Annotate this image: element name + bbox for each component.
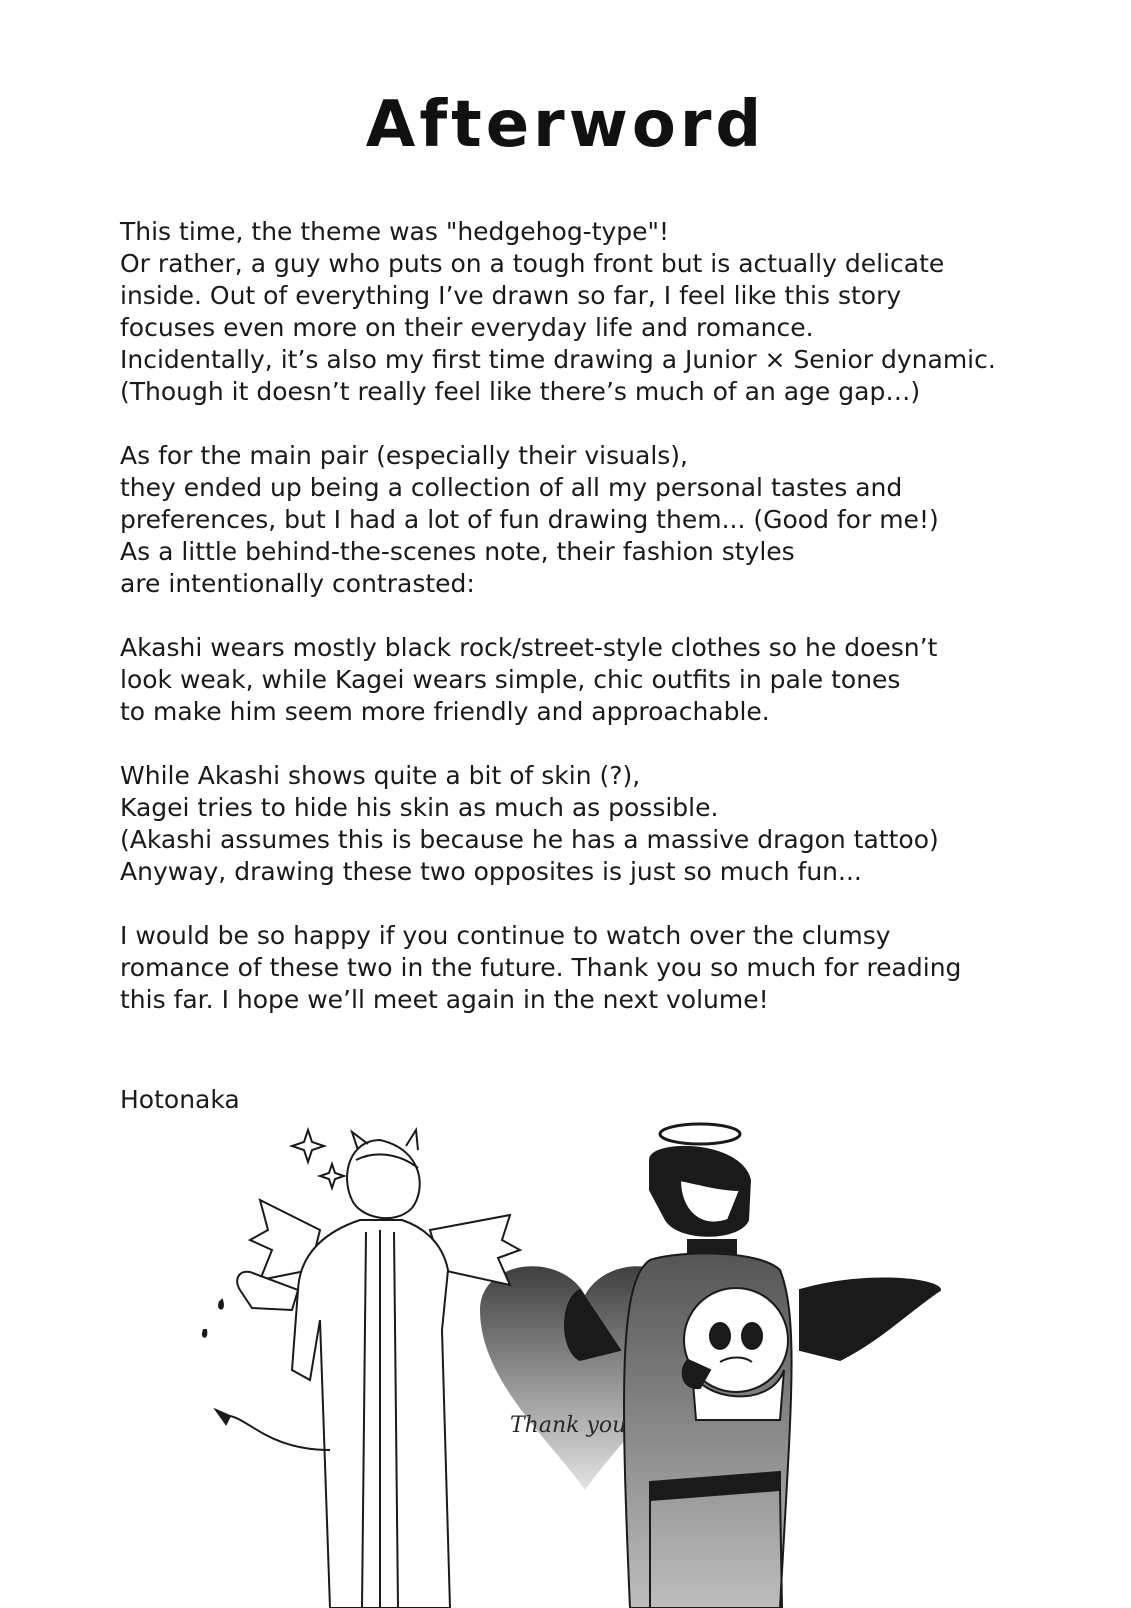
- paragraph: [120, 760, 1050, 888]
- text-line: Akashi wears mostly black rock/street-style clothes so he doesn’t: [120, 633, 938, 662]
- text-line: This time, the theme was "hedgehog-type"!: [120, 217, 670, 246]
- character-illustration: [180, 1120, 960, 1608]
- text-line: romance of these two in the future. Thank you so much for reading: [120, 953, 962, 982]
- text-line: they ended up being a collection of all my personal tastes and: [120, 473, 903, 502]
- text-line: (Though it doesn’t really feel like there’s much of an age gap…): [120, 377, 921, 406]
- text-line: While Akashi shows quite a bit of skin (?),: [120, 761, 641, 790]
- thank-you-caption: Thank you: [510, 1413, 627, 1438]
- text-line: are intentionally contrasted:: [120, 569, 475, 598]
- text-line: this far. I hope we’ll meet again in the next volume!: [120, 985, 769, 1014]
- sparkle-icon: [292, 1130, 344, 1188]
- paragraph: [120, 920, 1050, 1016]
- text-line: I would be so happy if you continue to watch over the clumsy: [120, 921, 891, 950]
- text-line: inside. Out of everything I’ve drawn so far, I feel like this story: [120, 281, 902, 310]
- paragraph: [120, 216, 1050, 408]
- text-line: Or rather, a guy who puts on a tough front but is actually delicate: [120, 249, 945, 278]
- text-line: Kagei tries to hide his skin as much as possible.: [120, 793, 719, 822]
- text-line: As a little behind-the-scenes note, their fashion styles: [120, 537, 795, 566]
- text-line: (Akashi assumes this is because he has a massive dragon tattoo): [120, 825, 939, 854]
- text-line: to make him seem more friendly and approachable.: [120, 697, 770, 726]
- text-line: Incidentally, it’s also my first time drawing a Junior × Senior dynamic.: [120, 345, 996, 374]
- author-signature: Hotonaka: [120, 1085, 240, 1114]
- text-line: focuses even more on their everyday life and romance.: [120, 313, 814, 342]
- afterword-body: [120, 216, 1050, 1048]
- devil-character: [203, 1130, 520, 1608]
- paragraph: [120, 440, 1050, 600]
- paragraph: [120, 632, 1050, 728]
- text-line: look weak, while Kagei wears simple, chic outfits in pale tones: [120, 665, 901, 694]
- text-line: As for the main pair (especially their visuals),: [120, 441, 688, 470]
- text-line: preferences, but I had a lot of fun drawing them... (Good for me!): [120, 505, 939, 534]
- page-title: Afterword: [365, 88, 766, 162]
- text-line: Anyway, drawing these two opposites is just so much fun...: [120, 857, 862, 886]
